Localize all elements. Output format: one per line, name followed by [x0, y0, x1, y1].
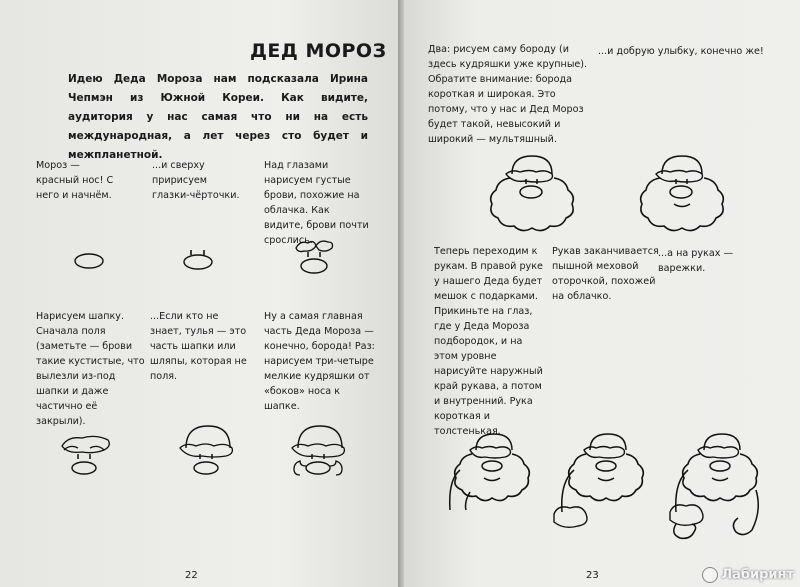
intro-text: Идею Деда Мороза нам подсказала Ирина Чепмэн из Южной Кореи. Как видите, аудитория у нас самая что ни на есть международная, а лет через сто будет и межпланетной. — [68, 73, 368, 161]
logo-icon — [702, 567, 718, 583]
page-number-right: 23 — [586, 570, 599, 581]
step-text-8: ...и добрую улыбку, конечно же! — [598, 46, 764, 57]
cuff-drawing — [544, 430, 654, 540]
step-text-2: ...и сверху пририсуем глазки-чёрточки. — [152, 160, 240, 201]
step-text-9: Теперь переходим к рукам. В правой руке у нашего Деда будет мешок с подарками. Прикиньте на глаз, где у Деда Мороза подбородок, и на этом уровне нарисуйте наружный край рукава, а потом и внутренний. Рука короткая и толстенькая. — [434, 246, 543, 437]
hat-brim-drawing — [56, 432, 116, 480]
beard-start-drawing — [284, 420, 354, 486]
step-text-1: Мороз — красный нос! С него и начнём. — [36, 160, 114, 201]
step-text-3: Над глазами нарисуем густые брови, похожие на облачка. Как видите, брови почти срослись. — [264, 160, 369, 246]
arm-drawing — [440, 430, 550, 530]
page-title: ДЕД МОРОЗ — [250, 40, 387, 62]
step-text-6: Ну а самая главная часть Деда Мороза — конечно, борода! Раз: нарисуем три-четыре мелкие кудряшки от «боков» носа к шапке. — [264, 311, 375, 412]
step-text-5: ...Если кто не знает, тулья — это часть шапки или шляпы, которая не поля. — [150, 311, 247, 382]
step-text-10: Рукав заканчивается пышной меховой оторочкой, похожей на облачко. — [552, 246, 659, 302]
mitten-drawing — [658, 430, 768, 550]
nose-drawing — [72, 250, 112, 275]
nose-eyes-drawing — [178, 240, 228, 275]
right-page — [404, 0, 800, 587]
step-text-7: Два: рисуем саму бороду (и здесь кудряшки уже крупные). Обратите внимание: борода короткая и широкая. Это потому, что у нас и Дед Мороз будет такой, невысокий и широкий — мультяшный. — [428, 44, 588, 145]
beard-drawing — [486, 152, 576, 234]
brows-drawing — [292, 238, 342, 278]
step-text-11: ...а на руках — варежки. — [658, 248, 734, 274]
smile-drawing — [636, 152, 726, 234]
hat-crown-drawing — [176, 420, 238, 478]
step-text-4: Нарисуем шапку. Сначала поля (заметьте — брови такие кустистые, что вылезли из-под шапки и даже частично её закрыли). — [36, 311, 145, 427]
labirint-logo — [702, 567, 794, 583]
logo-text: Лабиринт — [721, 567, 794, 583]
page-number-left: 22 — [185, 570, 198, 581]
left-page — [0, 0, 398, 587]
